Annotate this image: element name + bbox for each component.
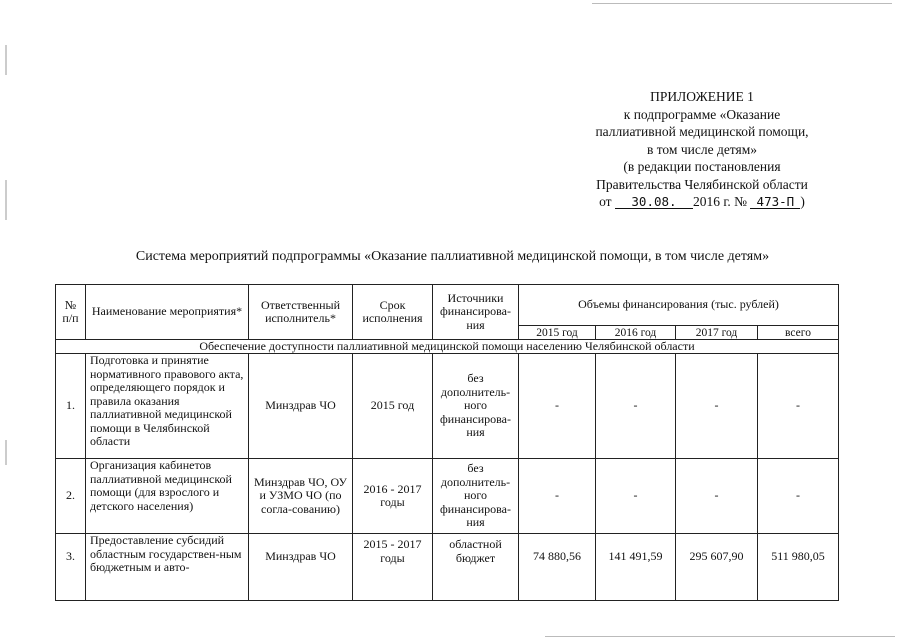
header-executor: Ответственный исполнитель*: [249, 285, 353, 340]
header-term: Срок исполнения: [353, 285, 433, 340]
row-source: без дополнитель-ного финансирова-ния: [433, 459, 519, 534]
row-term: 2016 - 2017 годы: [353, 459, 433, 534]
scan-edge-mark: [5, 45, 7, 75]
appendix-line: паллиативной медицинской помощи,: [595, 124, 809, 139]
appendix-line: Правительства Челябинской области: [596, 176, 808, 192]
table-row: [56, 354, 839, 459]
row-num: 3.: [56, 534, 86, 601]
row-num: 2.: [56, 459, 86, 534]
close-paren: ): [800, 194, 805, 209]
header-year-2016: 2016 год: [596, 326, 676, 340]
date-prefix: от: [599, 194, 612, 209]
row-2016: -: [596, 354, 676, 459]
row-num: 1.: [56, 354, 86, 459]
table-row: [56, 534, 839, 601]
row-2015: 74 880,56: [519, 534, 596, 601]
row-total: -: [758, 459, 839, 534]
header-volumes: Объемы финансирования (тыс. рублей): [519, 285, 839, 326]
row-2015: -: [519, 354, 596, 459]
measures-table: [55, 284, 839, 601]
row-total: -: [758, 354, 839, 459]
appendix-line: к подпрограмме «Оказание: [623, 106, 781, 122]
appendix-line: (в редакции постановления: [623, 159, 781, 174]
table-header-row: [56, 285, 839, 326]
row-name: Подготовка и принятие нормативного правового акта, определяющего порядок и правила оказания паллиативной медицинской помощи в Челябинской области: [86, 354, 249, 459]
row-term: 2015 год: [353, 354, 433, 459]
year-text: 2016 г. №: [692, 194, 747, 209]
scan-edge-mark: [5, 180, 7, 220]
row-term: 2015 - 2017 годы: [353, 534, 433, 601]
row-name: Организация кабинетов паллиативной медицинской помощи (для взрослого и детского населения): [86, 459, 249, 534]
table-row: [56, 459, 839, 534]
section-title: Обеспечение доступности паллиативной медицинской помощи населению Челябинской области: [56, 340, 839, 354]
row-name: Предоставление субсидий областным государствен-ным бюджетным и авто-: [86, 534, 249, 601]
header-year-2015: 2015 год: [519, 326, 596, 340]
header-num: № п/п: [56, 285, 86, 340]
handwritten-date: 30.08.: [615, 195, 693, 209]
scan-edge-mark: [5, 440, 7, 465]
header-name: Наименование мероприятия*: [86, 285, 249, 340]
row-executor: Минздрав ЧО: [249, 354, 353, 459]
row-executor: Минздрав ЧО: [249, 534, 353, 601]
handwritten-number: 473-П: [750, 195, 800, 209]
row-executor: Минздрав ЧО, ОУ и УЗМО ЧО (по согла-сованию): [249, 459, 353, 534]
header-total: всего: [758, 326, 839, 340]
appendix-header: [577, 88, 827, 211]
scan-edge-line-top: [592, 3, 892, 4]
row-source: областной бюджет: [433, 534, 519, 601]
header-year-2017: 2017 год: [676, 326, 758, 340]
row-2015: -: [519, 459, 596, 534]
appendix-title: ПРИЛОЖЕНИЕ 1: [650, 89, 754, 104]
row-2016: 141 491,59: [596, 534, 676, 601]
header-sources: Источники финансирова-ния: [433, 285, 519, 340]
scan-edge-line-bottom: [545, 636, 895, 637]
appendix-date-line: [577, 193, 827, 211]
row-total: 511 980,05: [758, 534, 839, 601]
row-2017: -: [676, 354, 758, 459]
document-title: Система мероприятий подпрограммы «Оказание паллиативной медицинской помощи, в том числе детям»: [135, 249, 770, 264]
row-source: без дополнитель-ного финансирова-ния: [433, 354, 519, 459]
row-2017: -: [676, 459, 758, 534]
row-2017: 295 607,90: [676, 534, 758, 601]
section-row: [56, 340, 839, 354]
row-2016: -: [596, 459, 676, 534]
appendix-line: в том числе детям»: [646, 141, 758, 157]
